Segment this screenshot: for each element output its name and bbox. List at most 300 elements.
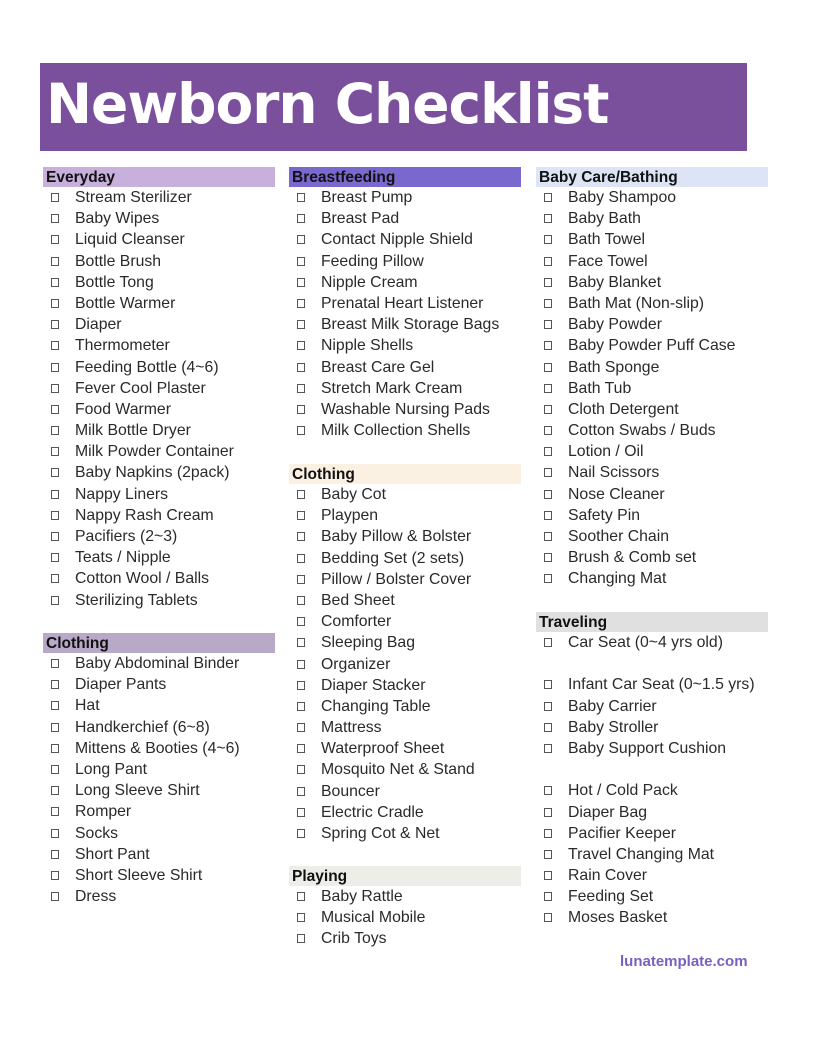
checklist-item [43,293,275,314]
checkbox[interactable] [51,278,59,287]
checkbox[interactable] [51,574,59,583]
checklist-item [289,590,521,611]
checklist-item [536,420,768,441]
checklist-item-label: Baby Stroller [568,718,659,736]
checklist-item [43,526,275,547]
checkbox[interactable] [544,278,552,287]
checklist-item [289,675,521,696]
checkbox[interactable] [51,214,59,223]
section-clothing-left [43,633,275,907]
checklist-item-label: Nappy Liners [75,485,169,503]
checklist-item-label: Baby Wipes [75,210,160,228]
checklist-playing [289,886,521,950]
checkbox[interactable] [297,320,305,329]
checklist-item [536,802,768,823]
checkbox[interactable] [51,701,59,710]
checklist-item [289,505,521,526]
checkbox[interactable] [51,320,59,329]
checkbox[interactable] [297,426,305,435]
checklist-item-label: Socks [75,824,119,842]
checklist-item [536,844,768,865]
checklist-item-label: Cotton Swabs / Buds [568,422,716,440]
checklist-item [289,293,521,314]
page-title: Newborn Checklist [46,72,609,136]
footer-website[interactable]: lunatemplate.com [620,953,748,970]
checklist-item [536,526,768,547]
checklist-item-label: Changing Table [321,697,431,715]
checkbox[interactable] [51,405,59,414]
checklist-item [43,823,275,844]
checklist-item [43,547,275,568]
checkbox[interactable] [544,257,552,266]
checklist-item-label: Playpen [321,507,379,525]
checklist-item-label: Short Pant [75,845,150,863]
checklist-item-label: Prenatal Heart Listener [321,294,484,312]
checklist-item [289,208,521,229]
checkbox[interactable] [544,574,552,583]
checkbox[interactable] [297,765,305,774]
checkbox[interactable] [51,723,59,732]
checklist-item-label: Bath Tub [568,379,632,397]
checklist-item-label: Car Seat (0~4 yrs old) [568,634,723,651]
checklist-item-label: Short Sleeve Shirt [75,866,203,884]
checkbox[interactable] [51,235,59,244]
checklist-item [43,187,275,208]
checklist-item [43,314,275,335]
checklist-item [43,441,275,462]
checkbox[interactable] [544,638,552,647]
checkbox[interactable] [51,680,59,689]
checkbox[interactable] [297,660,305,669]
checklist-item [43,484,275,505]
checklist-item [289,484,521,505]
checklist-item-label: Cotton Wool / Balls [75,570,210,588]
checkbox[interactable] [544,490,552,499]
checkbox[interactable] [51,363,59,372]
checklist-item [536,462,768,483]
checklist-item-label: Electric Cradle [321,803,424,821]
checklist-item [43,717,275,738]
checklist-item-label: Bottle Warmer [75,294,176,312]
checklist-item-label: Stretch Mark Cream [321,379,463,397]
checklist-item [43,272,275,293]
checkbox[interactable] [51,786,59,795]
checkbox[interactable] [297,934,305,943]
checkbox[interactable] [51,384,59,393]
checklist-item-label: Romper [75,803,132,821]
checkbox[interactable] [51,426,59,435]
checklist-item [536,886,768,907]
checklist-item [536,187,768,208]
checklist-item-label: Baby Shampoo [568,189,677,206]
checklist-clothing-nursery [289,484,521,844]
checkbox[interactable] [297,257,305,266]
checklist-item [289,569,521,590]
checkbox[interactable] [544,320,552,329]
section-header-clothing-nursery: Clothing [289,464,521,484]
checklist-item [289,886,521,907]
checklist-item [43,251,275,272]
checkbox[interactable] [544,341,552,350]
checkbox[interactable] [297,913,305,922]
section-breastfeeding [289,167,521,441]
checklist-item [289,928,521,949]
checklist-item-label: Handkerchief (6~8) [75,718,210,736]
checklist-item [536,632,768,653]
checkbox[interactable] [51,871,59,880]
checkbox[interactable] [297,617,305,626]
checklist-item [289,654,521,675]
checkbox[interactable] [51,892,59,901]
checklist-item-label: Bedding Set (2 sets) [321,549,465,567]
checkbox[interactable] [51,850,59,859]
checkbox[interactable] [544,235,552,244]
checkbox[interactable] [51,744,59,753]
checklist-item-label: Pillow / Bolster Cover [321,570,472,588]
checklist-item-label: Feeding Pillow [321,252,424,270]
checklist-item-label: Dress [75,888,117,906]
checklist-item-label: Baby Rattle [321,888,403,905]
checkbox[interactable] [297,575,305,584]
checklist-item [536,717,768,738]
checklist-traveling [536,632,768,929]
checklist-item-label: Pacifiers (2~3) [75,528,178,545]
checkbox[interactable] [544,447,552,456]
checklist-item [536,314,768,335]
checklist-item [536,399,768,420]
checkbox[interactable] [297,702,305,711]
checkbox[interactable] [297,532,305,541]
checklist-item [536,335,768,356]
checkbox[interactable] [544,850,552,859]
checklist-item-label: Sleeping Bag [321,634,415,652]
checkbox[interactable] [297,681,305,690]
checklist-item [289,759,521,780]
checklist-item-label: Breast Milk Storage Bags [321,316,500,334]
checkbox[interactable] [544,553,552,562]
checklist-item [536,780,768,801]
checklist-item-label: Nose Cleaner [568,485,665,503]
checklist-item [43,738,275,759]
checklist-item [289,802,521,823]
checklist-item-label: Travel Changing Mat [568,845,715,863]
checklist-item [289,548,521,569]
checklist-item-label: Safety Pin [568,506,641,524]
checklist-item [289,632,521,653]
checkbox[interactable] [297,808,305,817]
checklist-item [536,357,768,378]
checkbox[interactable] [297,787,305,796]
checklist-item [536,229,768,250]
checkbox[interactable] [544,744,552,753]
checkbox[interactable] [51,468,59,477]
checklist-item [43,357,275,378]
checklist-item [536,484,768,505]
checklist-item-label: Baby Abdominal Binder [75,655,240,672]
checklist-item-label: Bottle Brush [75,252,162,270]
checkbox[interactable] [51,553,59,562]
checklist-item-label: Breast Care Gel [321,358,435,376]
checklist-item-label: Feeding Set [568,888,654,906]
checklist-item-label: Cloth Detergent [568,400,679,418]
checklist-item-label: Diaper Pants [75,676,167,694]
checkbox[interactable] [297,341,305,350]
checklist-item [43,208,275,229]
checklist-item-label: Spring Cot & Net [321,825,440,842]
checkbox[interactable] [544,511,552,520]
checkbox[interactable] [297,193,305,202]
checklist-item-label: Waterproof Sheet [321,740,445,758]
checkbox[interactable] [297,511,305,520]
checklist-item-label: Diaper Stacker [321,676,426,694]
checklist-item [289,717,521,738]
checkbox[interactable] [297,829,305,838]
checklist-item [43,229,275,250]
checkbox[interactable] [51,193,59,202]
checkbox[interactable] [544,426,552,435]
checklist-item [536,505,768,526]
checkbox[interactable] [544,808,552,817]
checklist-item [43,865,275,886]
checklist-item-label: Crib Toys [321,930,387,948]
checkbox[interactable] [544,405,552,414]
checkbox[interactable] [544,786,552,795]
checklist-item [43,590,275,611]
checklist-item [536,272,768,293]
checkbox[interactable] [297,490,305,499]
checklist-item [289,229,521,250]
checklist-item [289,187,521,208]
checkbox[interactable] [297,299,305,308]
checkbox[interactable] [297,638,305,647]
checkbox[interactable] [51,299,59,308]
checklist-item-label: Rain Cover [568,867,648,885]
checklist-item [536,865,768,886]
checklist-item-label: Hat [75,697,100,715]
checklist-item-label: Contact Nipple Shield [321,231,473,249]
checklist-item-label: Baby Powder Puff Case [568,337,736,355]
checklist-item-label: Musical Mobile [321,909,426,927]
checkbox[interactable] [297,384,305,393]
checklist-item [289,526,521,547]
checklist-item-label: Washable Nursing Pads [321,400,490,418]
checklist-item [43,780,275,801]
checklist-item [43,844,275,865]
checklist-item [289,399,521,420]
checkbox[interactable] [544,680,552,689]
checklist-item-label: Mosquito Net & Stand [321,761,475,779]
checklist-item-label: Comforter [321,613,392,631]
checkbox[interactable] [544,363,552,372]
checkbox[interactable] [51,596,59,605]
checklist-item-label: Lotion / Oil [568,443,644,461]
checklist-item [536,293,768,314]
checklist-item [536,823,768,844]
checklist-item-label: Long Sleeve Shirt [75,782,200,800]
checklist-item [536,696,768,717]
checkbox[interactable] [544,829,552,838]
checkbox[interactable] [297,235,305,244]
checklist-item-label: Food Warmer [75,400,171,418]
checklist-item-label: Baby Blanket [568,273,662,291]
checklist-item-label: Baby Carrier [568,697,657,715]
checklist-item [43,505,275,526]
section-baby-care [536,167,768,590]
section-header-clothing: Clothing [43,633,275,653]
checklist-item-label: Milk Bottle Dryer [75,422,191,440]
checklist-item [289,335,521,356]
checklist-item-label: Baby Napkins (2pack) [75,464,230,482]
checkbox[interactable] [297,405,305,414]
checkbox[interactable] [297,892,305,901]
checklist-item-label: Bottle Tong [75,273,154,291]
checklist-item [536,441,768,462]
checklist-item-label: Milk Collection Shells [321,422,471,440]
checkbox[interactable] [51,490,59,499]
section-header-baby-care: Baby Care/Bathing [536,167,768,187]
checklist-item [289,251,521,272]
checklist-item-label: Baby Pillow & Bolster [321,528,472,546]
checklist-item [289,378,521,399]
checklist-item-label: Breast Pad [321,210,400,228]
section-playing [289,866,521,950]
checklist-item-label: Sterilizing Tablets [75,591,198,609]
checkbox[interactable] [51,257,59,266]
checklist-item [289,907,521,928]
checklist-item-label: Bath Mat (Non-slip) [568,294,705,312]
section-header-traveling: Traveling [536,612,768,632]
checklist-item-label: Nail Scissors [568,464,660,482]
checklist-item [289,696,521,717]
checkbox[interactable] [297,363,305,372]
checklist-item [536,251,768,272]
checklist-item [289,611,521,632]
checklist-item [43,801,275,822]
checklist-item [289,272,521,293]
checklist-breastfeeding [289,187,521,441]
checklist-item [43,462,275,483]
section-header-everyday: Everyday [43,167,275,187]
checkbox[interactable] [297,744,305,753]
checkbox[interactable] [51,447,59,456]
checklist-item-label: Infant Car Seat (0~1.5 yrs) [568,676,755,694]
checklist-item-label: Baby Bath [568,210,641,228]
checklist-item-label: Pacifier Keeper [568,824,677,842]
checkbox[interactable] [544,871,552,880]
checklist-item [536,547,768,568]
checklist-item-label: Brush & Comb set [568,549,697,567]
checklist-item-label: Bath Towel [568,231,645,249]
checkbox[interactable] [51,829,59,838]
checkbox[interactable] [544,702,552,711]
checkbox[interactable] [51,765,59,774]
checklist-item [289,781,521,802]
section-header-breastfeeding: Breastfeeding [289,167,521,187]
section-everyday [43,167,275,611]
checklist-item-label: Breast Pump [321,189,413,206]
checklist-item-label: Stream Sterilizer [75,189,192,206]
checkbox[interactable] [544,299,552,308]
checklist-item [289,357,521,378]
checkbox[interactable] [544,384,552,393]
checklist-item-label: Fever Cool Plaster [75,379,206,397]
checklist-item-label: Baby Cot [321,486,386,503]
checklist-item-label: Nipple Shells [321,337,414,355]
checklist-item [43,568,275,589]
checkbox[interactable] [544,892,552,901]
checklist-everyday [43,187,275,611]
checkbox[interactable] [544,214,552,223]
checklist-item [43,886,275,907]
checkbox[interactable] [51,659,59,668]
checklist-baby-care [536,187,768,590]
checkbox[interactable] [297,723,305,732]
section-clothing-mid [289,464,521,844]
title-banner [40,63,747,151]
checklist-item-label: Teats / Nipple [75,549,171,567]
checklist-item-label: Moses Basket [568,909,668,927]
checklist-item-label: Nipple Cream [321,273,418,291]
checklist-item [43,674,275,695]
section-header-playing: Playing [289,866,521,886]
checkbox[interactable] [544,723,552,732]
checkbox[interactable] [51,532,59,541]
checklist-item-label: Bouncer [321,782,380,800]
checkbox[interactable] [51,341,59,350]
checklist-item [43,335,275,356]
checkbox[interactable] [297,214,305,223]
checklist-item-label: Milk Powder Container [75,443,234,461]
checklist-item [536,674,768,695]
checklist-item-label: Nappy Rash Cream [75,506,214,524]
checklist-item-label: Diaper Bag [568,803,648,821]
checklist-item-label: Liquid Cleanser [75,231,185,249]
checkbox[interactable] [544,468,552,477]
checklist-item-label: Mittens & Booties (4~6) [75,739,240,757]
checklist-item-label: Long Pant [75,760,148,778]
checklist-item [43,695,275,716]
checklist-item [536,568,768,589]
checklist-item-label: Mattress [321,719,382,737]
checkbox[interactable] [51,807,59,816]
checkbox[interactable] [297,278,305,287]
checklist-item-label: Hot / Cold Pack [568,782,678,800]
checklist-item-label: Baby Support Cushion [568,739,727,757]
checkbox[interactable] [544,193,552,202]
section-traveling [536,612,768,929]
checkbox[interactable] [297,596,305,605]
checklist-item [289,823,521,844]
checklist-item-label: Face Towel [568,252,648,270]
checklist-item [289,314,521,335]
checklist-item-label: Organizer [321,655,391,673]
checkbox[interactable] [51,511,59,520]
checklist-item [43,420,275,441]
checkbox[interactable] [297,554,305,563]
checklist-clothing [43,653,275,907]
checklist-item-label: Baby Powder [568,316,662,334]
checklist-item [289,420,521,441]
checklist-item-label: Feeding Bottle (4~6) [75,358,219,376]
checklist-item [43,378,275,399]
checklist-item [43,399,275,420]
checkbox[interactable] [544,532,552,541]
checkbox[interactable] [544,913,552,922]
checklist-item [536,208,768,229]
checklist-item-label: Diaper [75,316,122,334]
checklist-item-label: Thermometer [75,337,170,355]
checklist-item [536,907,768,928]
